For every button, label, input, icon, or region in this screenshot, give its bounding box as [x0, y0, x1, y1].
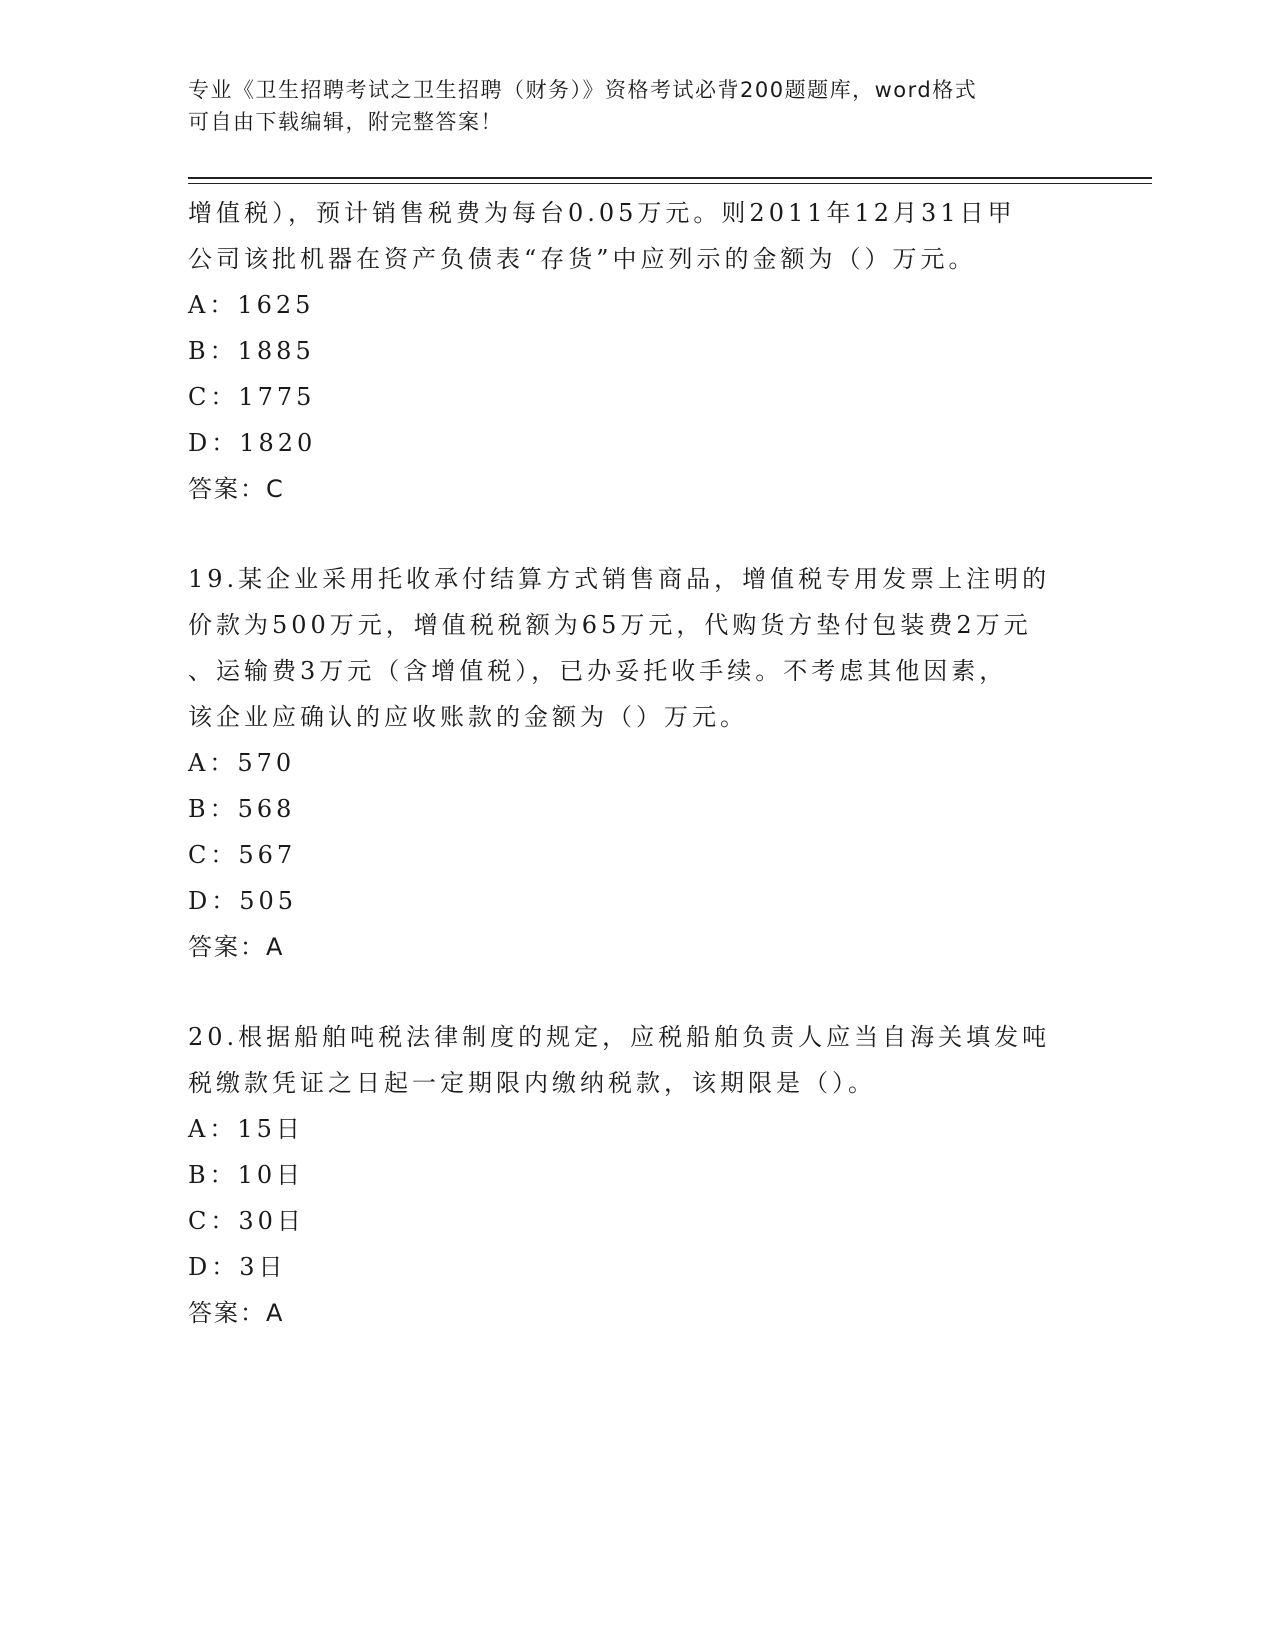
question-text-line: 税缴款凭证之日起一定期限内缴纳税款，该期限是（）。: [188, 1069, 876, 1097]
answer-label: 答案：C: [188, 475, 285, 503]
option-c: C：567: [188, 841, 297, 869]
question-spacer: [188, 512, 1088, 556]
question-text-line: 19.某企业采用托收承付结算方式销售商品，增值税专用发票上注明的: [188, 565, 1051, 593]
header-rule-thin: [188, 183, 1152, 184]
question-text-line: 增值税），预计销售税费为每台0.05万元。则2011年12月31日甲: [188, 199, 1016, 227]
option-d: D：3日: [188, 1253, 287, 1281]
option-d: D：1820: [188, 429, 317, 457]
question-text-line: 价款为500万元，增值税税额为65万元，代购货方垫付包装费2万元: [188, 611, 1032, 639]
question-text-line: 该企业应确认的应收账款的金额为（）万元。: [188, 703, 748, 731]
question-19: [188, 556, 1088, 970]
option-a: A：570: [188, 749, 296, 777]
option-b: B：1885: [188, 337, 315, 365]
header-line-1: 专业《卫生招聘考试之卫生招聘（财务）》资格考试必背200题题库，word格式: [188, 78, 978, 102]
header-rule-thick: [188, 177, 1152, 179]
question-text-line: 20.根据船舶吨税法律制度的规定，应税船舶负责人应当自海关填发吨: [188, 1023, 1051, 1051]
document-body: [188, 190, 1088, 1336]
answer-label: 答案：A: [188, 933, 285, 961]
option-d: D：505: [188, 887, 298, 915]
question-18-continuation: [188, 190, 1088, 512]
option-c: C：1775: [188, 383, 316, 411]
option-a: A：1625: [188, 291, 315, 319]
header-line-2: 可自由下载编辑，附完整答案！: [188, 110, 503, 134]
option-b: B：568: [188, 795, 296, 823]
option-c: C：30日: [188, 1207, 305, 1235]
answer-label: 答案：A: [188, 1299, 285, 1327]
document-header: [188, 74, 1088, 138]
option-a: A：15日: [188, 1115, 304, 1143]
question-text-line: 公司该批机器在资产负债表“存货”中应列示的金额为（）万元。: [188, 245, 977, 273]
question-spacer: [188, 970, 1088, 1014]
question-20: [188, 1014, 1088, 1336]
question-text-line: 、运输费3万元（含增值税），已办妥托收手续。不考虑其他因素，: [188, 657, 1008, 685]
option-b: B：10日: [188, 1161, 305, 1189]
